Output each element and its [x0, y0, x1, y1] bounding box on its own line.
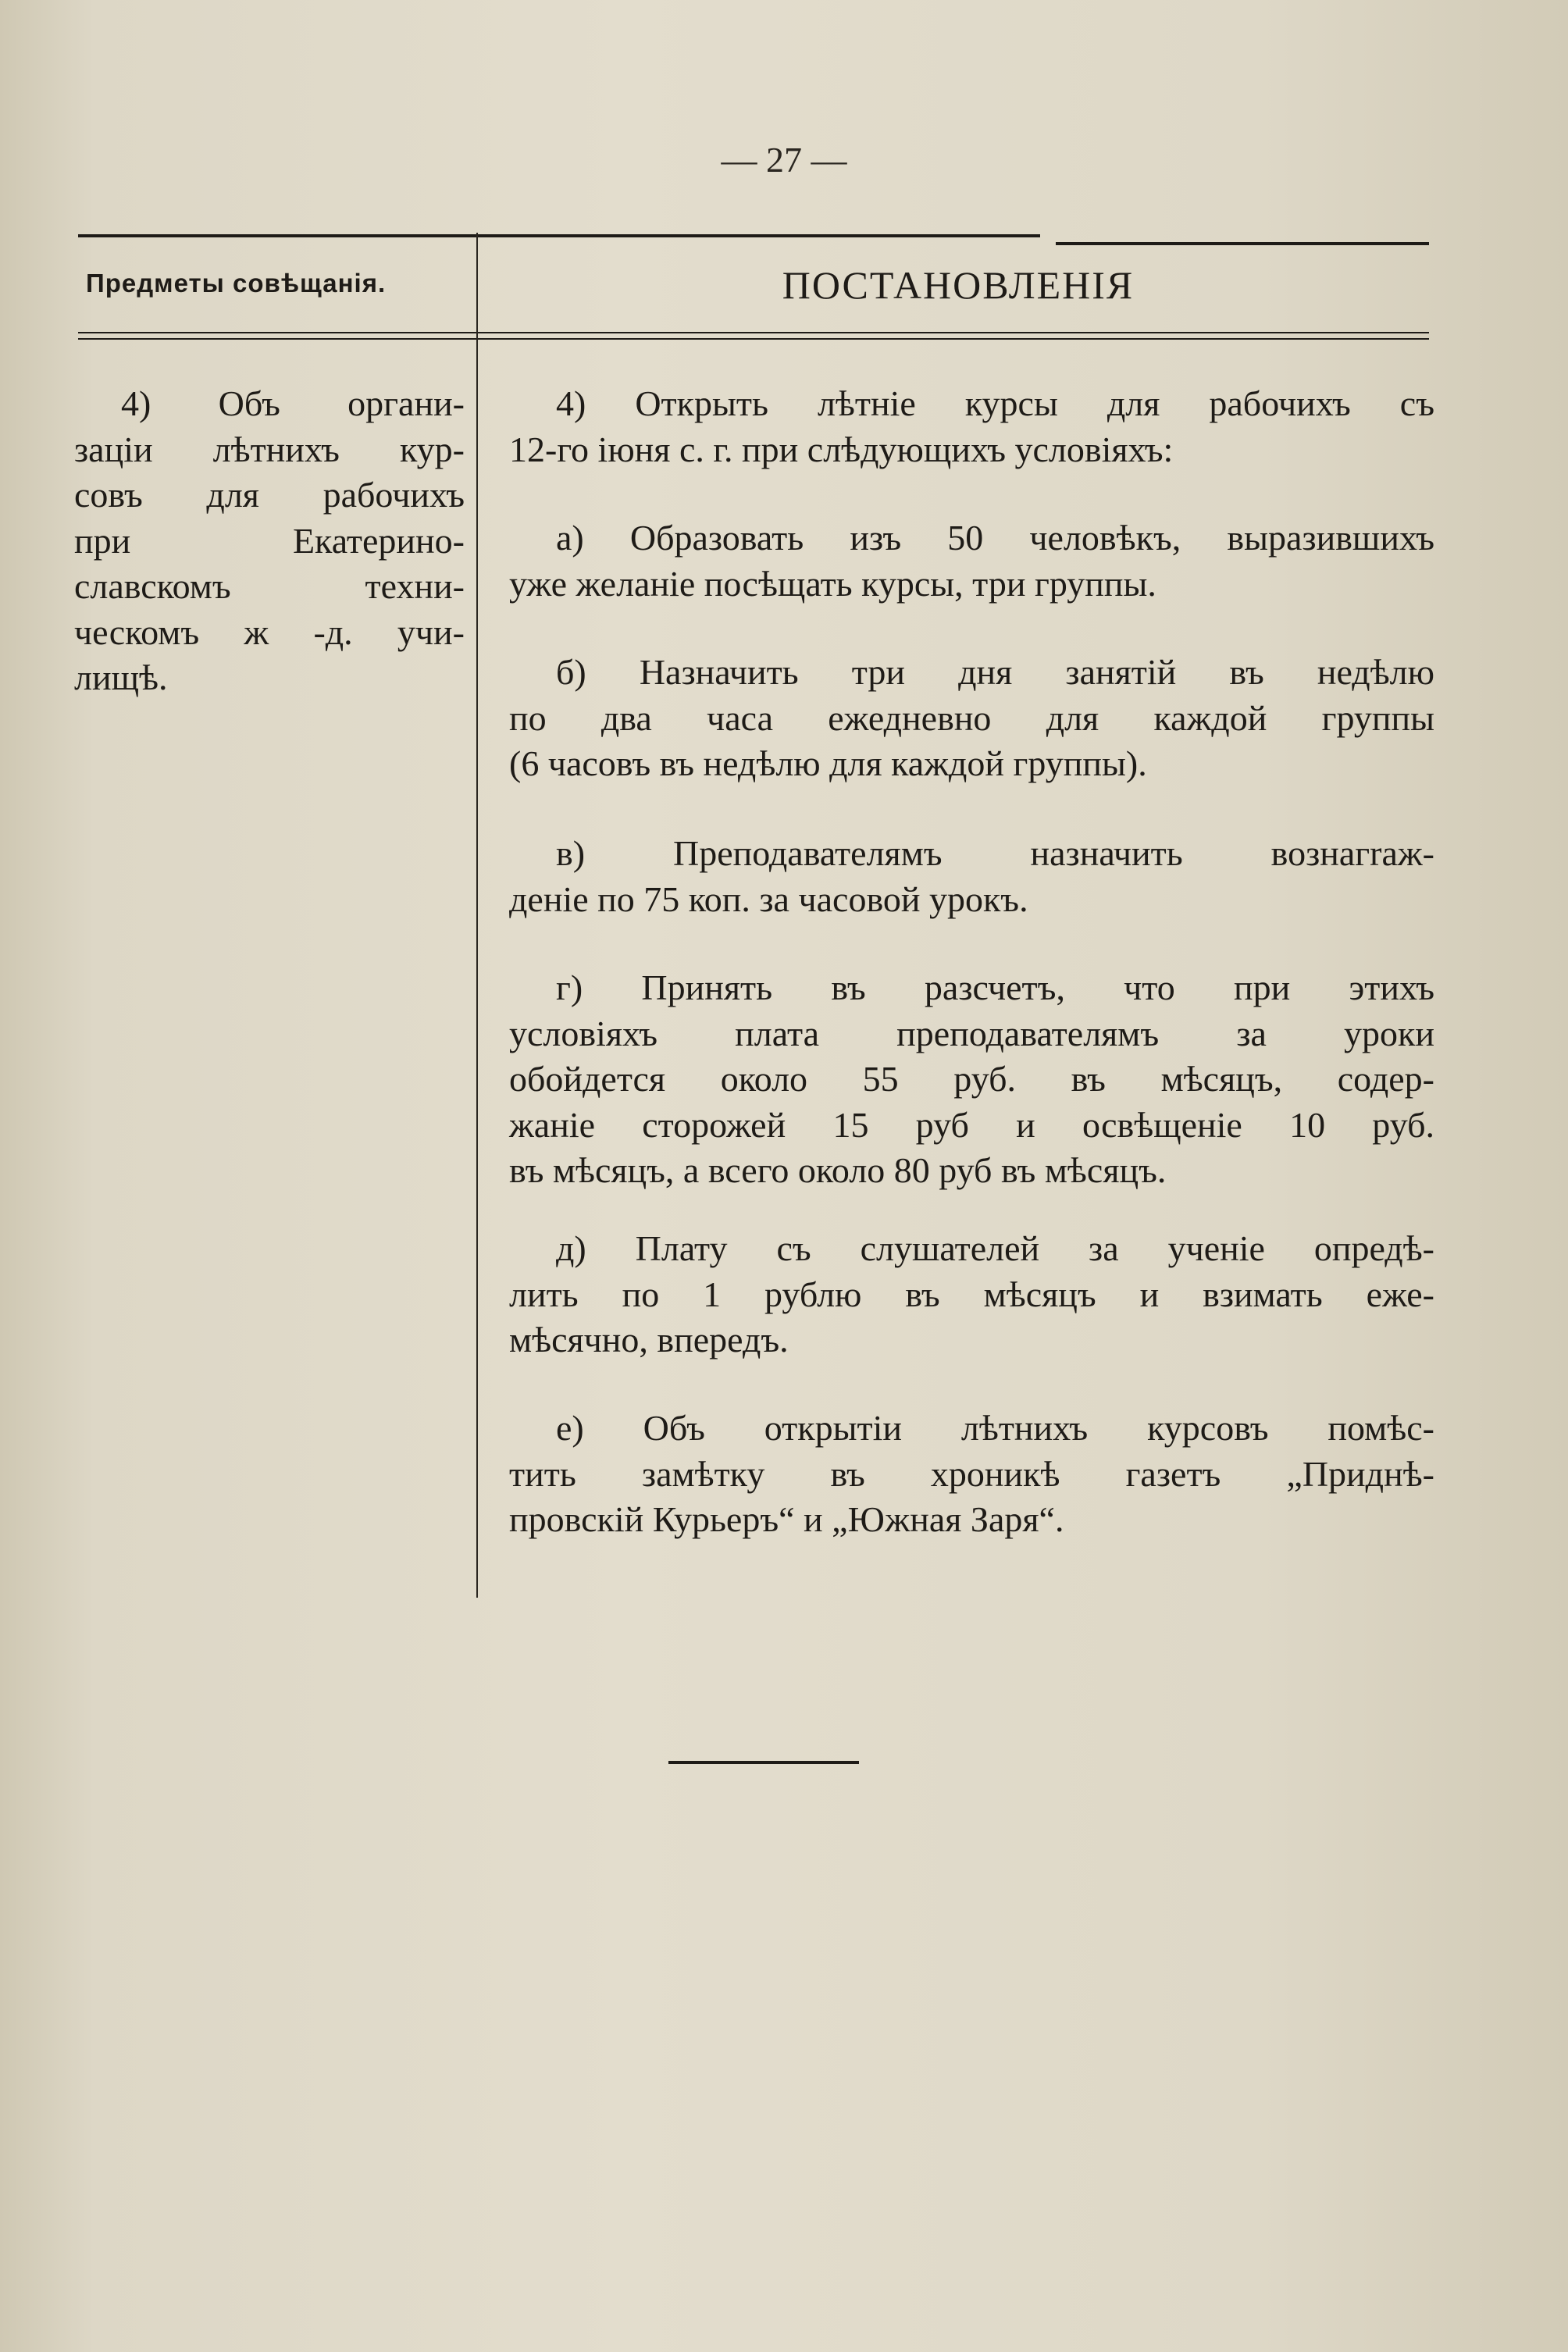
page-number: — 27 —: [721, 140, 847, 180]
resolution-line: по два часа ежедневно для каждой группы: [509, 697, 1434, 738]
resolution-line: д) Плату съ слушателей за ученіе опредѣ-: [556, 1228, 1434, 1268]
resolution-line: тить замѣтку въ хроникѣ газетъ „Приднѣ-: [509, 1453, 1434, 1494]
subject-line: лищѣ.: [74, 657, 168, 697]
resolution-line: 12-го іюня с. г. при слѣдующихъ условіяхъ:: [509, 429, 1174, 469]
top-rule: [78, 234, 1040, 237]
resolution-g: [509, 965, 1434, 1194]
resolution-line: в) Преподавателямъ назначить вознагraж-: [556, 833, 1434, 873]
resolution-line: (6 часовъ въ недѣлю для каждой группы).: [509, 743, 1147, 783]
resolution-line: деніе по 75 коп. за часовой урокъ.: [509, 878, 1028, 919]
closing-rule: [668, 1761, 859, 1764]
resolution-line: г) Принять въ разсчетъ, что при этихъ: [556, 968, 1434, 1007]
resolution-line: уже желаніе посѣщать курсы, три группы.: [509, 563, 1156, 604]
resolution-e: [509, 1406, 1434, 1543]
resolution-line: 4) Открыть лѣтніе курсы для рабочихъ съ: [556, 383, 1434, 423]
resolution-line: мѣсячно, впередъ.: [509, 1320, 789, 1360]
resolution-4: [509, 381, 1434, 472]
resolution-line: лить по 1 рублю въ мѣсяцъ и взимать еже-: [509, 1274, 1434, 1314]
subject-line: совъ для рабочихъ: [74, 475, 465, 515]
column-divider: [476, 233, 478, 1598]
resolution-line: въ мѣсяцъ, а всего около 80 руб въ мѣсяцъ.: [509, 1150, 1167, 1190]
subject-line: ческомъ ж -д. учи-: [74, 611, 465, 652]
resolution-line: провскій Курьеръ“ и „Южная Заря“.: [509, 1499, 1064, 1539]
resolution-line: жаніе сторожей 15 руб и освѣщеніе 10 руб.: [509, 1104, 1434, 1145]
header-rule: [78, 332, 1429, 333]
resolution-a: [509, 515, 1434, 607]
resolution-v: [509, 831, 1434, 922]
resolution-line: б) Назначить три дня занятій въ недѣлю: [556, 652, 1434, 692]
subject-column: [74, 381, 465, 701]
resolution-line: обойдется около 55 руб. въ мѣсяцъ, содер-: [509, 1059, 1434, 1099]
subject-line: при Екатерино-: [74, 520, 465, 561]
resolution-line: е) Объ открытіи лѣтнихъ курсовъ помѣс-: [556, 1408, 1434, 1448]
resolution-b: [509, 650, 1434, 787]
subject-line: заціи лѣтнихъ кур-: [74, 429, 465, 469]
header-subjects: Предметы совѣщанія.: [86, 269, 387, 298]
resolution-line: а) Образовать изъ 50 человѣкъ, выразившихъ: [556, 518, 1434, 558]
subject-line: славскомъ техни-: [74, 566, 465, 606]
resolution-line: условіяхъ плата преподавателямъ за уроки: [509, 1013, 1434, 1053]
resolution-d: [509, 1226, 1434, 1363]
header-rule-double: [78, 338, 1429, 340]
top-rule-right: [1056, 242, 1429, 245]
header-resolutions: ПОСТАНОВЛЕНІЯ: [782, 263, 1135, 307]
subject-line: 4) Объ органи-: [121, 383, 465, 423]
